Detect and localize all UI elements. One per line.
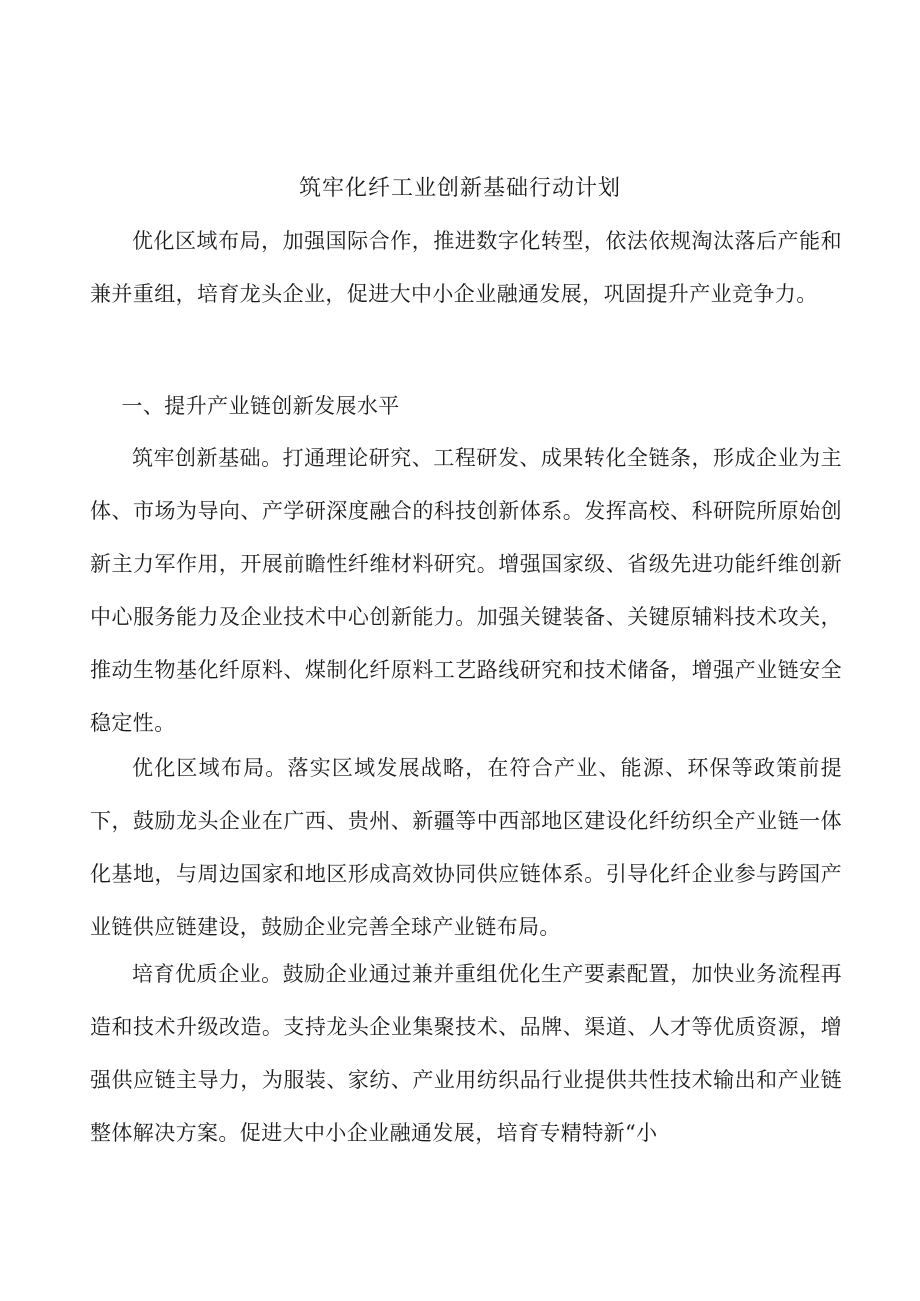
intro-paragraph: 优化区域布局，加强国际合作，推进数字化转型，依法依规淘汰落后产能和兼并重组，培育龙头企业，促进大中小企业融通发展，巩固提升产业竞争力。: [90, 229, 842, 306]
paragraph-innovation-foundation: 筑牢创新基础。打通理论研究、工程研发、成果转化全链条，形成企业为主体、市场为导向、产学研深度融合的科技创新体系。发挥高校、科研院所原始创新主力军作用，开展前瞻性纤维材料研究。增强国家级、省级先进功能纤维创新中心服务能力及企业技术中心创新能力。加强关键装备、关键原辅料技术攻关，推动生物基化纤原料、煤制化纤原料工艺路线研究和技术储备，增强产业链安全稳定性。: [90, 446, 842, 735]
paragraph-regional-layout: 优化区域布局。落实区域发展战略，在符合产业、能源、环保等政策前提下，鼓励龙头企业在广西、贵州、新疆等中西部地区建设化纤纺织全产业链一体化基地，与周边国家和地区形成高效协同供应链体系。引导化纤企业参与跨国产业链供应链建设，鼓励企业完善全球产业链布局。: [90, 756, 842, 939]
section-heading: 一、提升产业链创新发展水平: [121, 394, 400, 418]
paragraph-quality-enterprises: 培育优质企业。鼓励企业通过兼并重组优化生产要素配置，加快业务流程再造和技术升级改造。支持龙头企业集聚技术、品牌、渠道、人才等优质资源，增强供应链主导力，为服装、家纺、产业用纺织品行业提供共性技术输出和产业链整体解决方案。促进大中小企业融通发展，培育专精特新“小: [90, 962, 842, 1145]
page-title: 筑牢化纤工业创新基础行动计划: [298, 176, 621, 201]
